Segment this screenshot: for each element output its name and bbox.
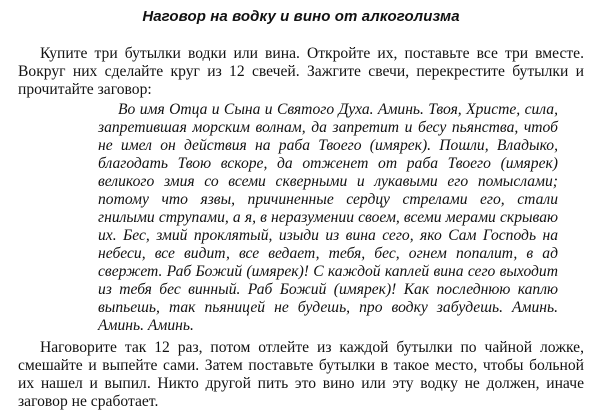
- document-title: Наговор на водку и вино от алкоголизма: [142, 8, 460, 25]
- prayer-text: Во имя Отца и Сына и Святого Духа. Аминь. Твоя, Христе, сила, запретившая морским волнам, да запретит и бесу пьянства, чтоб не имел он действия на раба Твоего (имярек). Пошли, Владыко, благодать Твою вскоре, да отженет от раба Твоего (имярек) великого змия со всеми скверными и лукавыми его помыслами; потому что язвы, причиненные сердцу стрелами его, стали гнилыми струпами, а я, в неразумении своем, всеми мерами скрываю их. Бес, змий проклятый, изыди из вина сего, яко Сам Господь на небеси, все видит, все ведает, тебя, бес, огнем попалит, в ад свержет. Раб Божий (имярек)! С каждой каплей вина сего выходит из тебя бес винный. Раб Божий (имярек)! Как последнюю каплю выпьешь, так пьяницей не будешь, про водку забудешь. Аминь. Аминь. Аминь.: [98, 101, 558, 334]
- outro-paragraph: Наговорите так 12 раз, потом отлейте из каждой бутылки по чайной ложке, смешайте и выпейте сами. Затем поставьте бутылки в такое место, чтобы больной их нашел и выпил. Никто другой пить это вино или эту водку не должен, иначе заговор не сработает.: [18, 339, 584, 410]
- intro-paragraph: Купите три бутылки водки или вина. Откройте их, поставьте все три вместе. Вокруг них сделайте круг из 12 свечей. Зажгите свечи, перекрестите бутылки и прочитайте заговор:: [18, 45, 584, 98]
